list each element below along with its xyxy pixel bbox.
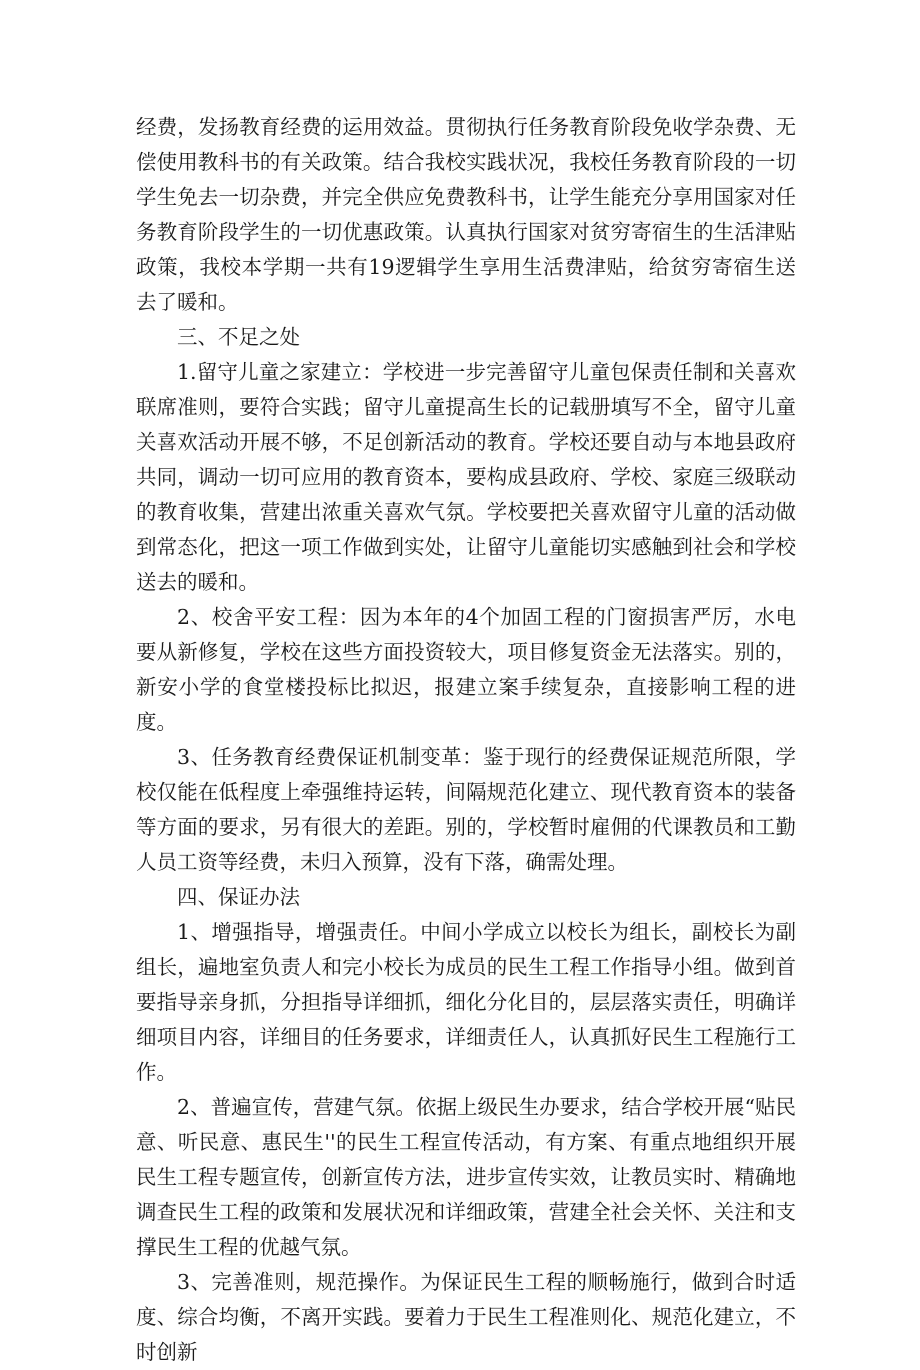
section-heading-measures: 四、保证办法 xyxy=(177,885,300,909)
paragraph-continuation: 经费，发扬教育经费的运用效益。贯彻执行任务教育阶段免收学杂费、无偿使用教科书的有关政策。结合我校实践状况，我校任务教育阶段的一切学生免去一切杂费，并完全供应免费教科书，让学生能充分享用国家对任务教育阶段学生的一切优惠政策。认真执行国家对贫穷寄宿生的生活津贴政策，我校本学期一共有19逻辑学生享用生活费津贴，给贫穷寄宿生送去了暖和。 xyxy=(136,115,796,314)
measure-item-2: 2、普遍宣传，营建气氛。依据上级民生办要求，结合学校开展“贴民意、听民意、惠民生''的民生工程宣传活动，有方案、有重点地组织开展民生工程专题宣传，创新宣传方法，进步宣传实效，让教员实时、精确地调查民生工程的政策和发展状况和详细政策，营建全社会关怀、关注和支撑民生工程的优越气氛。 xyxy=(136,1095,796,1259)
measure-item-1: 1、增强指导，增强责任。中间小学成立以校长为组长，副校长为副组长，遍地室负责人和完小校长为成员的民生工程工作指导小组。做到首要指导亲身抓，分担指导详细抓，细化分化目的，层层落实责任，明确详细项目内容，详细目的任务要求，详细责任人，认真抓好民生工程施行工作。 xyxy=(136,920,796,1084)
shortcoming-item-2: 2、校舍平安工程：因为本年的4个加固工程的门窗损害严厉，水电要从新修复，学校在这些方面投资较大，项目修复资金无法落实。别的，新安小学的食堂楼投标比拟迟，报建立案手续复杂，直接影响工程的进度。 xyxy=(136,605,796,734)
measure-item-3: 3、完善准则，规范操作。为保证民生工程的顺畅施行，做到合时适度、综合均衡，不离开实践。要着力于民生工程准则化、规范化建立，不时创新 xyxy=(136,1270,796,1364)
shortcoming-item-3: 3、任务教育经费保证机制变革：鉴于现行的经费保证规范所限，学校仅能在低程度上牵强维持运转，间隔规范化建立、现代教育资本的装备等方面的要求，另有很大的差距。别的，学校暂时雇佣的代课教员和工勤人员工资等经费，未归入预算，没有下落，确需处理。 xyxy=(136,745,796,874)
shortcoming-item-1: 1.留守儿童之家建立：学校进一步完善留守儿童包保责任制和关喜欢联席准则，要符合实践；留守儿童提高生长的记载册填写不全，留守儿童关喜欢活动开展不够，不足创新活动的教育。学校还要自动与本地县政府共同，调动一切可应用的教育资本，要构成县政府、学校、家庭三级联动的教育收集，营建出浓重关喜欢气氛。学校要把关喜欢留守儿童的活动做到常态化，把这一项工作做到实处，让留守儿童能切实感触到社会和学校送去的暖和。 xyxy=(136,360,796,594)
section-heading-shortcomings: 三、不足之处 xyxy=(177,325,300,349)
document-body xyxy=(136,110,796,1370)
